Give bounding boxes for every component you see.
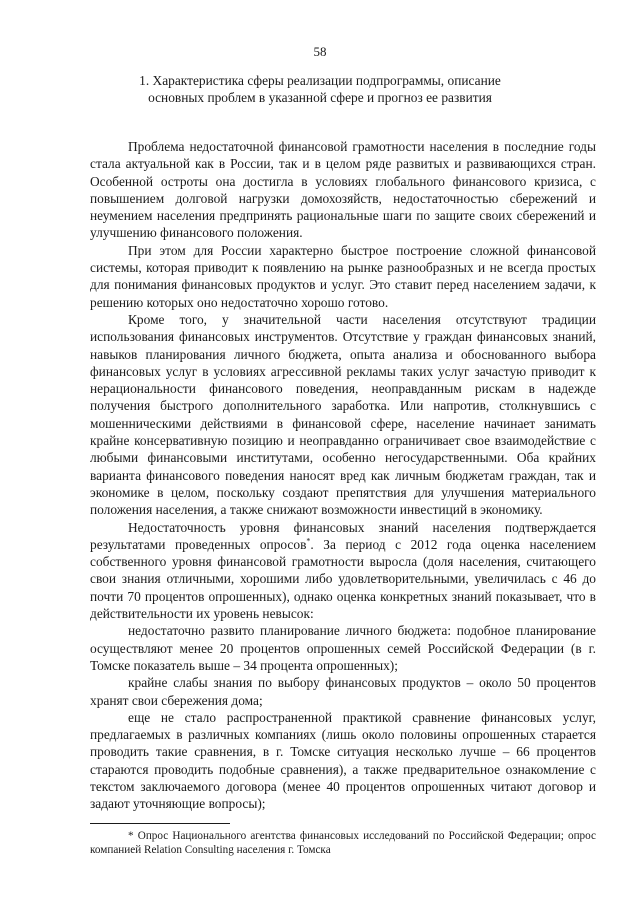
list-item: недостаточно развито планирование личного бюджета: подобное планирование осуществляют менее 20 процентов опрошенных семей Российской Федерации (в г. Томске показатель выше – 34 процента опрошенных);: [90, 623, 596, 673]
list-item: крайне слабы знания по выбору финансовых продуктов – около 50 процентов хранят свои сбережения дома;: [90, 675, 596, 708]
paragraph: [90, 519, 596, 623]
paragraph: Кроме того, у значительной части населения отсутствуют традиции использования финансовых инструментов. Отсутствие у граждан финансовых знаний, навыков планирования личного бюджета, опыта анализа и обоснованного выбора финансовых услуг в условиях агрессивной рекламы таких услуг зачастую приводит к нерациональности финансового поведения, неоправданным рискам в надежде получения быстрого дополнительного заработка. Или напротив, столкнувшись с мошенническими действиями в финансовой сфере, население начинает занимать крайне консервативную позицию и неоправданно ограничивает свое взаимодействие с любыми финансовыми институтами, особенно негосударственными. Оба крайних варианта финансового поведения наносят вред как личным бюджетам граждан, так и экономике в целом, поскольку создают препятствия для улучшения материального положения населения, а также снижают возможности инвестиций в экономику.: [90, 311, 596, 518]
paragraph-text-cont: . За период с 2012 года оценка населением собственного уровня финансовой грамотности выросла (доля населения, считающего свои знания отличными, хорошими либо удовлетворительными, увеличилась с 46 до почти 70 процентов опрошенных), однако оценка конкретных знаний показывает, что в действительности их уровень невысок:: [90, 536, 596, 622]
footnote-marker: *: [306, 536, 311, 546]
footnote: [90, 829, 596, 857]
footnote-divider: [90, 823, 230, 824]
footnote-text: * Опрос Национального агентства финансовых исследований по Российской Федерации; опрос компанией Relation Consulting населения г. Томска: [90, 830, 596, 856]
paragraph: Проблема недостаточной финансовой грамотности населения в последние годы стала актуальной как в России, так и в целом ряде развитых и развивающихся стран. Особенной остроты она достигла в условиях глобального финансового кризиса, с повышением долговой нагрузки домохозяйств, недостаточностью сбережений и неумением населения предпринять рациональные шаги по защите своих сбережений и улучшению финансового положения.: [90, 139, 596, 241]
page-number: 58: [313, 44, 327, 59]
section-heading: 1. Характеристика сферы реализации подпрограммы, описание основных проблем в указанной сфере и прогноз ее развития: [139, 73, 501, 105]
paragraph-text: Недостаточность уровня финансовых знаний населения подтверждается результатами проведенных опросов: [90, 519, 596, 552]
list-item: еще не стало распространенной практикой сравнение финансовых услуг, предлагаемых в различных компаниях (лишь около половины опрошенных старается проводить такие сравнения, в г. Томске ситуация несколько лучше – 66 процентов стараются проводить подобные сравнения), а также предварительное ознакомление с текстом заключаемого договора (менее 40 процентов опрошенных читают договор и задают уточняющие вопросы);: [90, 709, 596, 812]
paragraph: При этом для России характерно быстрое построение сложной финансовой системы, которая приводит к появлению на рынке разнообразных и не всегда простых для понимания финансовых продуктов и услуг. Это ставит перед населением задачи, к решению которых оно недостаточно хорошо готово.: [90, 242, 596, 310]
body-text: [90, 138, 596, 813]
